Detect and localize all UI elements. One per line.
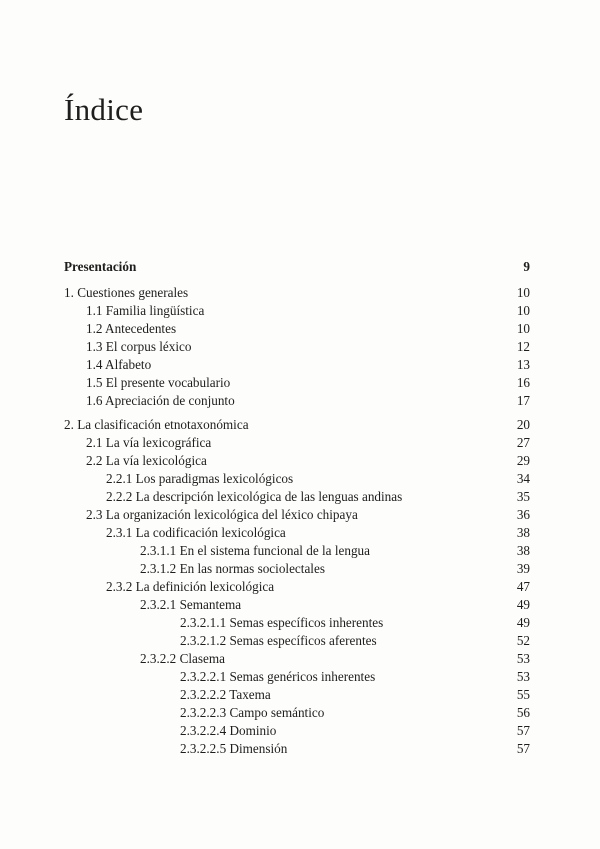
toc-entry-label: 2.2 La vía lexicológica xyxy=(86,453,207,468)
toc-entry-label: 2.3.2.2.2 Taxema xyxy=(180,687,271,702)
toc-entry-page: 20 xyxy=(516,417,530,432)
toc-entry-page: 52 xyxy=(516,633,530,648)
toc-entry-page: 57 xyxy=(516,741,530,756)
toc-entry-page: 56 xyxy=(516,705,530,720)
toc-entry-label: 2.3.2.2 Clasema xyxy=(140,651,225,666)
toc-entry xyxy=(64,668,530,686)
toc-entry xyxy=(64,416,530,434)
toc-entry-label: Presentación xyxy=(64,259,137,274)
toc-entry-label: 2.2.1 Los paradigmas lexicológicos xyxy=(106,471,294,486)
toc-entry-label: 1. Cuestiones generales xyxy=(64,285,189,300)
toc-entry xyxy=(64,374,530,392)
toc-entry-label: 2.3.2.1.2 Semas específicos aferentes xyxy=(180,633,377,648)
toc-entry xyxy=(64,452,530,470)
toc-entry xyxy=(64,722,530,740)
page-title: Índice xyxy=(64,92,144,127)
toc-entry-page: 47 xyxy=(516,579,530,594)
toc-entry xyxy=(64,524,530,542)
toc-entry-page: 53 xyxy=(516,651,530,666)
toc-entry xyxy=(64,506,530,524)
toc-entry-label: 2.3.2 La definición lexicológica xyxy=(106,579,275,594)
toc-entry-page: 39 xyxy=(516,561,530,576)
toc-entry-page: 34 xyxy=(516,471,530,486)
toc-entry-page: 38 xyxy=(516,543,530,558)
toc-entry-label: 2.3.2.1.1 Semas específicos inherentes xyxy=(180,615,384,630)
toc-entry xyxy=(64,284,530,302)
toc-entry xyxy=(64,560,530,578)
toc-entry-page: 57 xyxy=(516,723,530,738)
toc-entry-label: 2.3.1.2 En las normas sociolectales xyxy=(140,561,325,576)
toc-entry xyxy=(64,632,530,650)
toc-entry-page: 10 xyxy=(516,285,530,300)
toc-entry xyxy=(64,338,530,356)
toc-entry-label: 2.3 La organización lexicológica del léxico chipaya xyxy=(86,507,358,522)
toc-entry-page: 49 xyxy=(516,597,530,612)
toc-entry xyxy=(64,650,530,668)
toc-entry-label: 2. La clasificación etnotaxonómica xyxy=(64,417,249,432)
toc-entry xyxy=(64,320,530,338)
toc-entry xyxy=(64,740,530,758)
toc-entry-page: 53 xyxy=(516,669,530,684)
toc-entry xyxy=(64,302,530,320)
toc-entry-page: 17 xyxy=(516,393,530,408)
toc-entry xyxy=(64,704,530,722)
toc-entry xyxy=(64,392,530,410)
toc-entry xyxy=(64,578,530,596)
toc-entry-page: 49 xyxy=(516,615,530,630)
toc-entry-page: 29 xyxy=(516,453,530,468)
toc-entry-label: 1.3 El corpus léxico xyxy=(86,339,192,354)
toc-entry-page: 27 xyxy=(516,435,530,450)
toc-entry-label: 1.2 Antecedentes xyxy=(86,321,177,336)
toc-entry xyxy=(64,488,530,506)
toc-entry xyxy=(64,596,530,614)
toc-entry-page: 38 xyxy=(516,525,530,540)
toc-entry-page: 12 xyxy=(516,339,530,354)
toc-entry xyxy=(64,434,530,452)
toc-entry-label: 1.4 Alfabeto xyxy=(86,357,152,372)
toc-entry-page: 13 xyxy=(516,357,530,372)
toc-entry-label: 1.6 Apreciación de conjunto xyxy=(86,393,235,408)
toc-entry xyxy=(64,542,530,560)
toc-entry-label: 2.3.2.2.1 Semas genéricos inherentes xyxy=(180,669,376,684)
toc-entry-label: 2.3.2.1 Semantema xyxy=(140,597,242,612)
toc-entry xyxy=(64,470,530,488)
toc-entry-label: 2.3.2.2.3 Campo semántico xyxy=(180,705,325,720)
toc-entry xyxy=(64,258,530,276)
toc-entry-page: 36 xyxy=(516,507,530,522)
toc-entry-label: 2.3.1.1 En el sistema funcional de la lengua xyxy=(140,543,370,558)
toc-entry-label: 2.1 La vía lexicográfica xyxy=(86,435,212,450)
toc-entry-label: 2.3.1 La codificación lexicológica xyxy=(106,525,286,540)
toc-entry-page: 35 xyxy=(516,489,530,504)
toc-entry-label: 1.5 El presente vocabulario xyxy=(86,375,231,390)
toc-entry-label: 2.2.2 La descripción lexicológica de las lenguas andinas xyxy=(106,489,403,504)
toc-entry-page: 10 xyxy=(516,303,530,318)
toc-entry-page: 9 xyxy=(523,259,530,274)
toc-entry xyxy=(64,614,530,632)
toc-entry-page: 55 xyxy=(516,687,530,702)
toc-entry-label: 2.3.2.2.5 Dimensión xyxy=(180,741,288,756)
toc-entry-page: 16 xyxy=(516,375,530,390)
toc-entry-label: 1.1 Familia lingüística xyxy=(86,303,205,318)
toc-entry xyxy=(64,356,530,374)
toc-entry-page: 10 xyxy=(516,321,530,336)
toc-entry-label: 2.3.2.2.4 Dominio xyxy=(180,723,277,738)
toc-entry xyxy=(64,686,530,704)
